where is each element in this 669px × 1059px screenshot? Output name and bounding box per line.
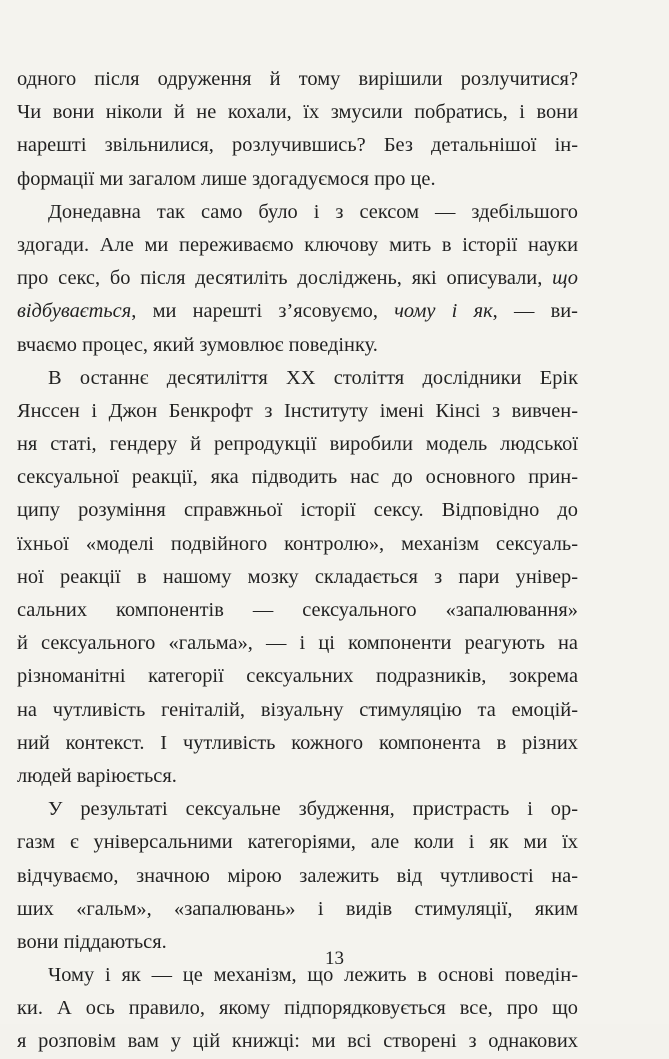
text-line: ки. А ось правило, якому підпорядковується все, про що <box>17 997 578 1020</box>
text-line-with-emphasis <box>17 262 578 295</box>
text-line: їхньої «моделі подвійного контролю», механізм сексуаль- <box>17 532 578 555</box>
text-line: сальних компонентів — сексуального «запалювання» <box>17 599 578 621</box>
text-line: одного після одруження й тому вирішили розлучитися? <box>17 68 578 90</box>
text-line: Чи вони ніколи й не кохали, їх змусили побратись, і вони <box>17 101 578 124</box>
text-line: Чому і як — це механізм, що лежить в основі поведін- <box>48 964 578 987</box>
text-line: різноманітні категорії сексуальних подразників, зокрема <box>17 665 578 688</box>
text-line: вони піддаються. <box>17 930 167 953</box>
text-line: людей варіюється. <box>17 764 177 787</box>
text-line: В останнє десятиліття XX століття дослідники Ерік <box>48 366 578 389</box>
text-line: здогади. Але ми переживаємо ключову мить в історії науки <box>17 233 578 256</box>
page-number: 13 <box>325 948 344 969</box>
text-line-with-emphasis <box>17 295 578 328</box>
body-text <box>17 63 578 1059</box>
text-line: Янссен і Джон Бенкрофт з Інституту імені Кінсі з вивчен- <box>17 399 578 422</box>
text-line: ших «гальм», «запалювань» і видів стимуляції, яким <box>17 897 578 920</box>
text-line: відчуваємо, значною мірою залежить від чутливості на- <box>17 864 578 887</box>
text-segment: про секс, бо після десятиліть досліджень, які описували, <box>17 267 543 290</box>
text-line: вчаємо процес, який зумовлює поведінку. <box>17 333 378 356</box>
text-line: нарешті звільнилися, розлучившись? Без детальнішої ін- <box>17 134 578 157</box>
text-line: газм є універсальними категоріями, але коли і як ми їх <box>17 831 578 854</box>
emphasis-text: відбувається <box>17 300 132 323</box>
text-line: й сексуального «гальма», — і ці компоненти реагують на <box>17 632 578 655</box>
text-line: ний контекст. І чутливість кожного компонента в різних <box>17 731 578 754</box>
text-line: формації ми загалом лише здогадуємося про це. <box>17 167 436 190</box>
text-line: я розповім вам у цій книжці: ми всі створені з однакових <box>17 1030 578 1053</box>
text-line: У результаті сексуальне збудження, пристрасть і ор- <box>48 798 578 821</box>
text-segment: , ми нарешті з’ясовуємо, <box>131 300 378 323</box>
text-line: Донедавна так само було і з сексом — здебільшого <box>48 200 578 223</box>
text-segment: , — ви- <box>492 300 578 323</box>
text-line: на чутливість геніталій, візуальну стимуляцію та емоцій- <box>17 698 578 721</box>
text-line: ня статі, гендеру й репродукції виробили модель людської <box>17 433 578 456</box>
text-line: ної реакції в нашому мозку складається з пари універ- <box>17 565 578 588</box>
emphasis-text: чому і як <box>394 300 493 323</box>
text-line: сексуальної реакції, яка підводить нас до основного прин- <box>17 466 578 489</box>
text-line: ципу розуміння справжньої історії сексу. Відповідно до <box>17 499 578 522</box>
emphasis-text: що <box>552 267 578 290</box>
